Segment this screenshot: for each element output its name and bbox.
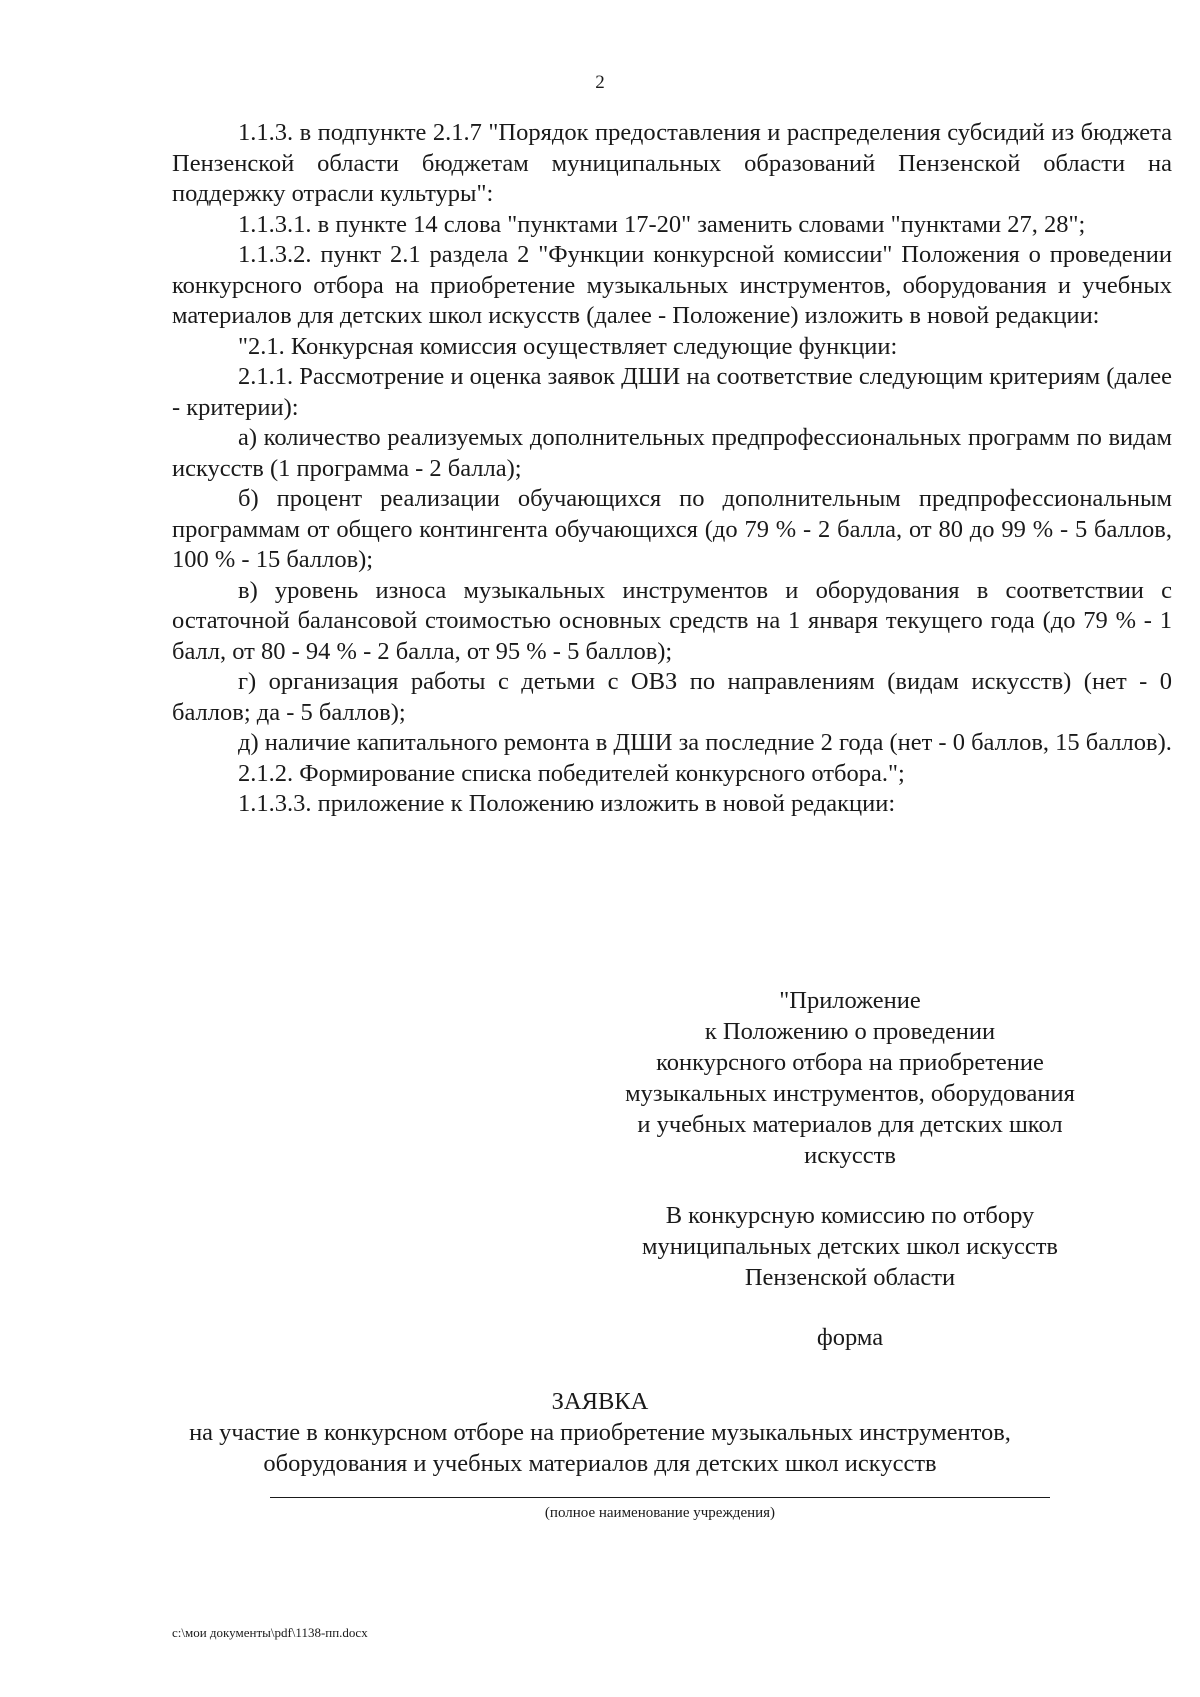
institution-name-line <box>270 1497 1050 1498</box>
addressee-line: В конкурсную комиссию по отбору <box>665 1202 1035 1229</box>
addressee-block <box>590 1200 1110 1293</box>
application-title <box>0 1386 1200 1479</box>
annex-line: к Положению о проведении <box>704 1018 996 1045</box>
application-heading: ЗАЯВКА <box>551 1388 649 1415</box>
criterion-a: а) количество реализуемых дополнительных предпрофессиональных программ по видам искусств (1 программа - 2 балла); <box>172 424 1172 482</box>
criterion-g: г) организация работы с детьми с ОВЗ по направлениям (видам искусств) (нет - 0 баллов; да - 5 баллов); <box>172 668 1172 726</box>
criterion-d: д) наличие капитального ремонта в ДШИ за последние 2 года (нет - 0 баллов, 15 баллов). <box>238 729 1172 756</box>
paragraph-1-1-3-1: 1.1.3.1. в пункте 14 слова "пунктами 17-20" заменить словами "пунктами 27, 28"; <box>238 210 1086 238</box>
paragraph-1-1-3-2: 1.1.3.2. пункт 2.1 раздела 2 "Функции конкурсной комиссии" Положения о проведении конкурсного отбора на приобретение музыкальных инструментов, оборудования и учебных материалов для детских школ искусств (далее - Положение) изложить в новой редакции: <box>172 241 1172 329</box>
paragraph-1-1-3: 1.1.3. в подпункте 2.1.7 "Порядок предоставления и распределения субсидий из бюджета Пензенской области бюджетам муниципальных образований Пензенской области на поддержку отрасли культуры": <box>172 119 1172 207</box>
paragraph-2-1-1: 2.1.1. Рассмотрение и оценка заявок ДШИ на соответствие следующим критериям (далее - критерии): <box>172 363 1172 421</box>
annex-line: музыкальных инструментов, оборудования <box>625 1080 1075 1107</box>
addressee-line: Пензенской области <box>744 1264 956 1291</box>
page-number: 2 <box>595 72 605 93</box>
annex-line: "Приложение <box>779 987 921 1014</box>
paragraph-2-1: "2.1. Конкурсная комиссия осуществляет следующие функции: <box>238 332 898 360</box>
application-subtitle-line: на участие в конкурсном отборе на приобретение музыкальных инструментов, <box>189 1419 1011 1446</box>
annex-line: искусств <box>804 1142 896 1169</box>
paragraph-2-1-2: 2.1.2. Формирование списка победителей конкурсного отбора."; <box>238 759 905 787</box>
annex-line: и учебных материалов для детских школ <box>637 1111 1063 1138</box>
application-subtitle-line: оборудования и учебных материалов для детских школ искусств <box>263 1450 937 1477</box>
criterion-v: в) уровень износа музыкальных инструментов и оборудования в соответствии с остаточной балансовой стоимостью основных средств на 1 января текущего года (до 79 % - 1 балл, от 80 - 94 % - 2 балла, от 95 % - 5 баллов); <box>172 576 1172 665</box>
annex-line: конкурсного отбора на приобретение <box>656 1049 1044 1076</box>
criterion-b: б) процент реализации обучающихся по дополнительным предпрофессиональным программам от общего контингента обучающихся (до 79 % - 2 балла, от 80 до 99 % - 5 баллов, 100 % - 15 баллов); <box>172 485 1172 573</box>
form-label: форма <box>816 1324 884 1351</box>
paragraph-1-1-3-3: 1.1.3.3. приложение к Положению изложить в новой редакции: <box>238 790 896 817</box>
addressee-line: муниципальных детских школ искусств <box>642 1233 1058 1260</box>
body-text <box>172 118 1172 820</box>
institution-name-caption: (полное наименование учреждения) <box>544 1505 776 1521</box>
annex-heading <box>590 985 1110 1171</box>
footer-file-path: c:\мои документы\pdf\1138-пп.docx <box>172 1625 368 1640</box>
